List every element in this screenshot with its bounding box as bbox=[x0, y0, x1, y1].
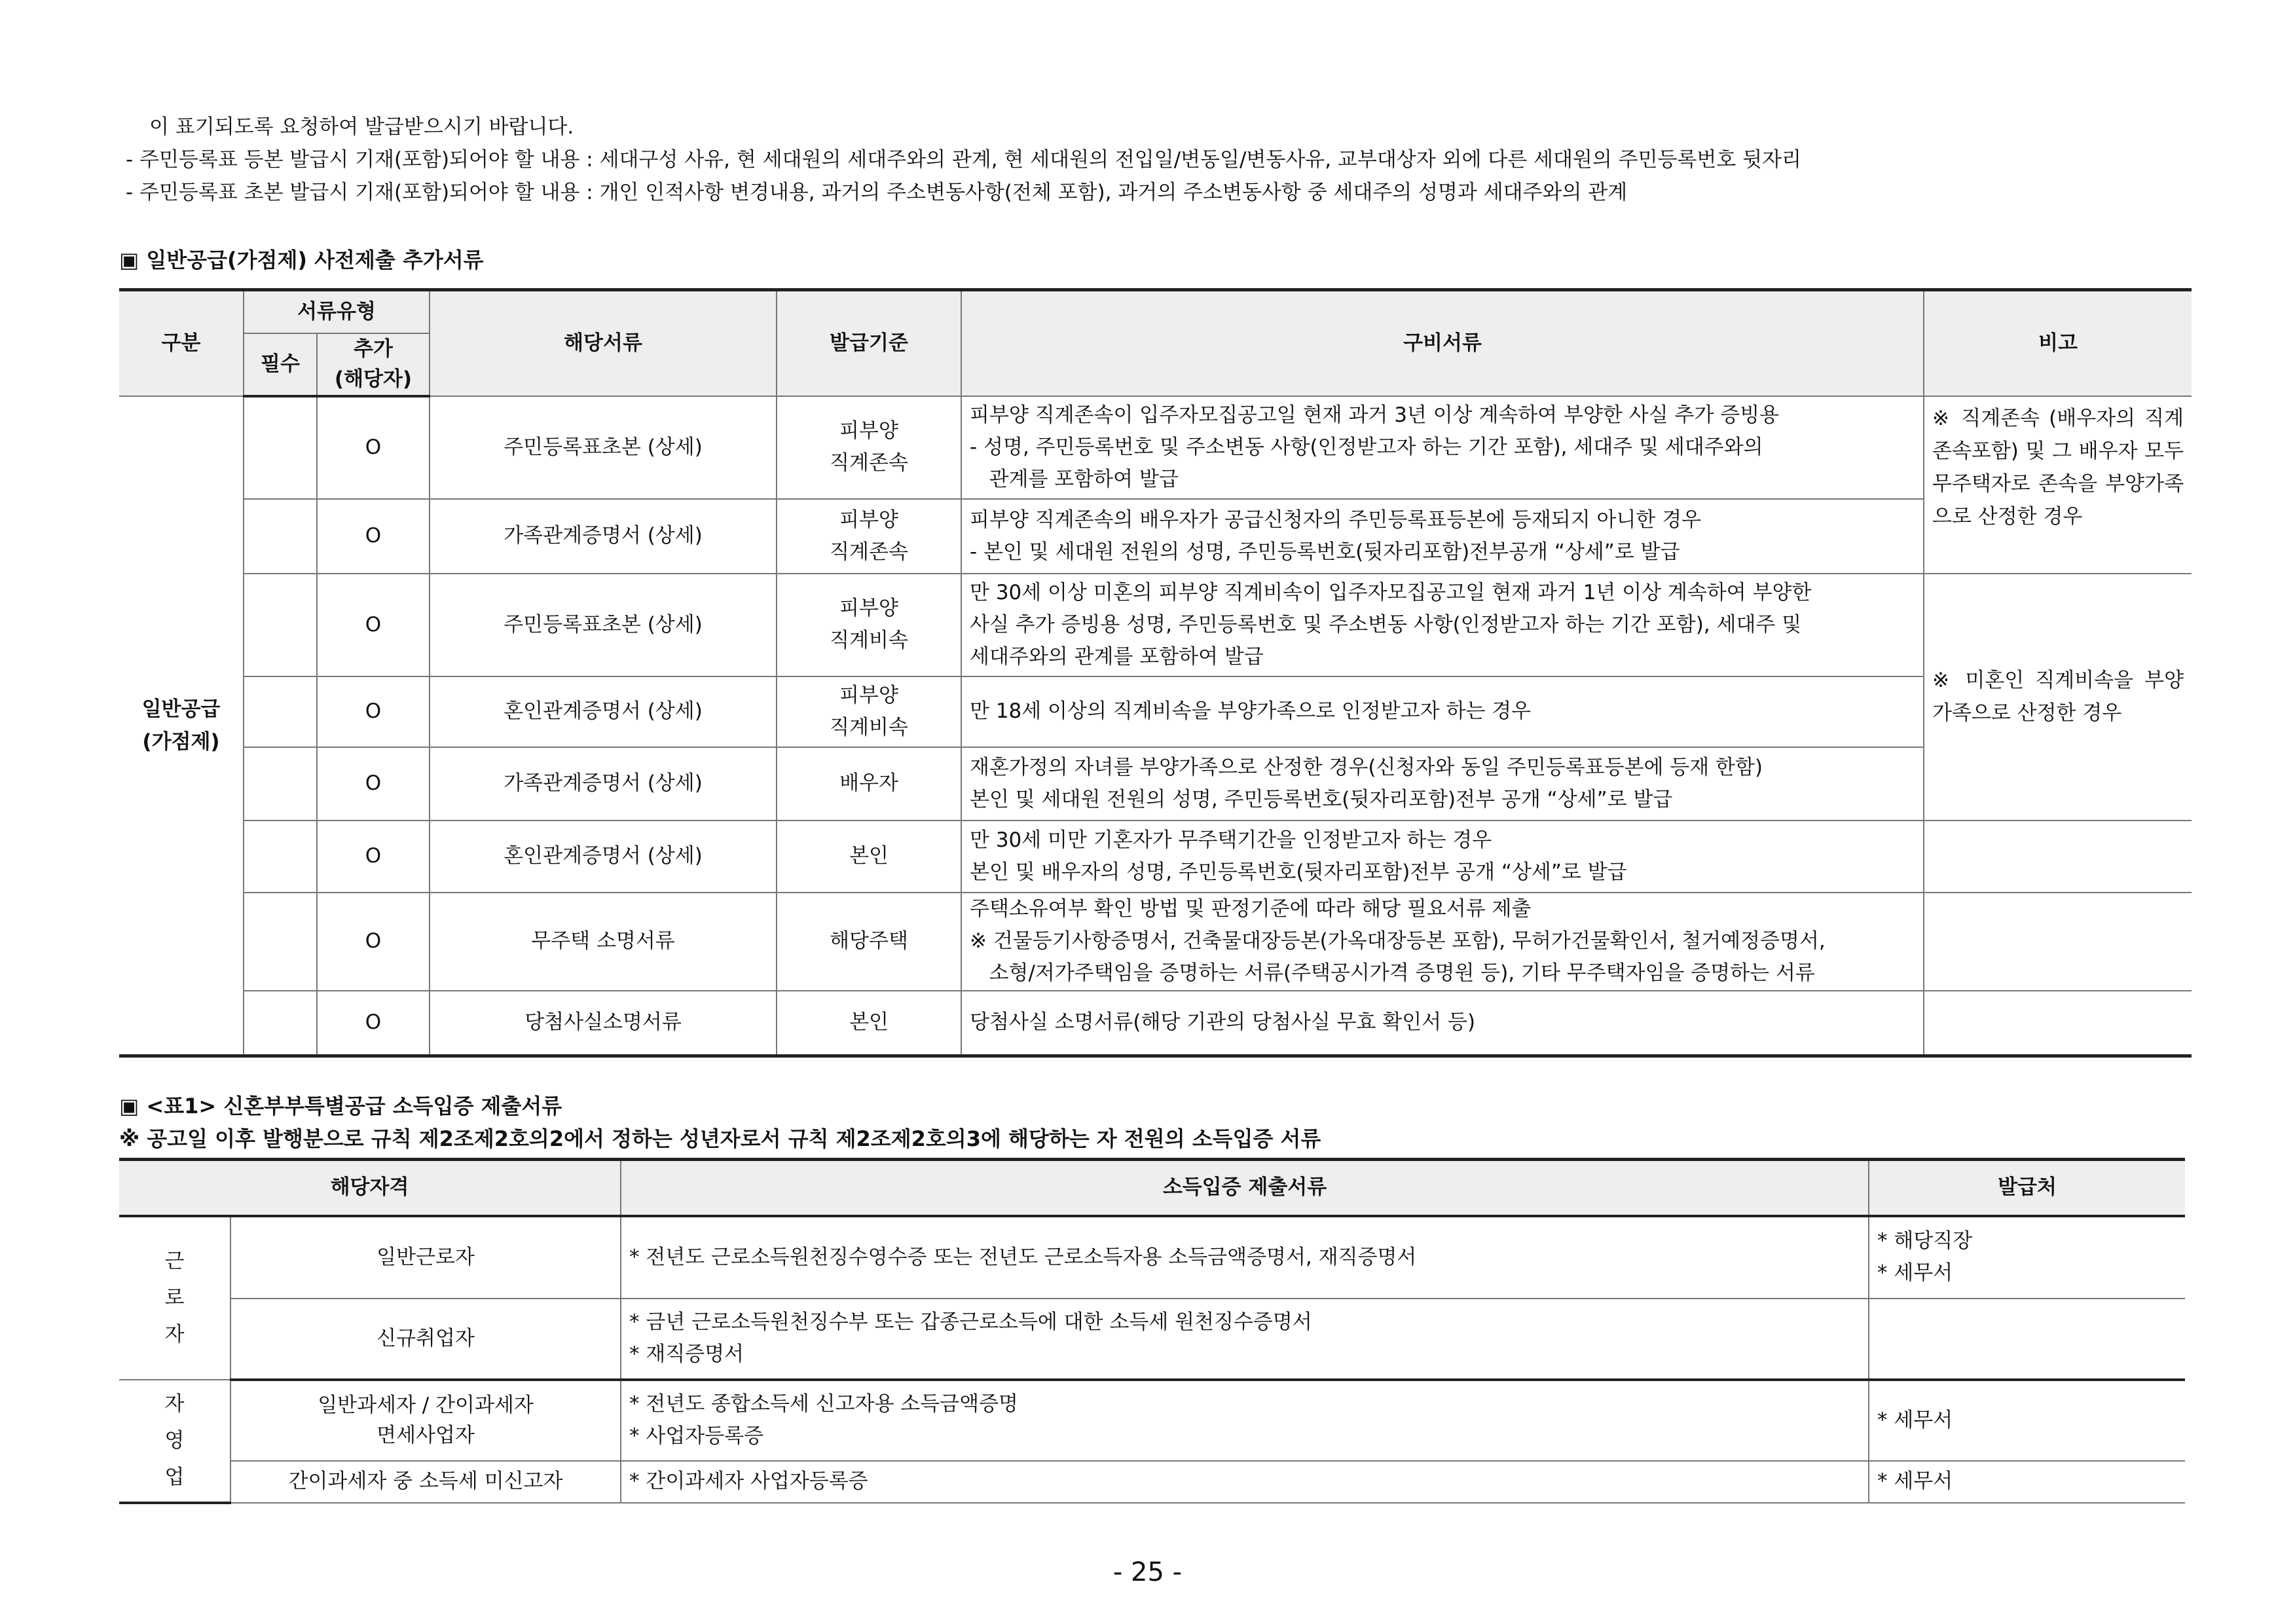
criteria-line: 피부양 bbox=[839, 419, 898, 443]
required-cell bbox=[244, 747, 317, 821]
issuer-cell: * 세무서 bbox=[1869, 1461, 2185, 1503]
header-criteria: 발급기준 bbox=[777, 290, 961, 396]
table-row bbox=[119, 1380, 2185, 1461]
criteria-line: 직계존속 bbox=[830, 540, 908, 564]
header-issuer: 발급처 bbox=[1869, 1160, 2185, 1216]
group-label-char: 근 bbox=[164, 1249, 185, 1273]
group-label-char: 업 bbox=[164, 1466, 185, 1489]
document-cell: 혼인관계증명서 (상세) bbox=[430, 676, 777, 747]
header-additional-line1: 추가 bbox=[354, 337, 393, 361]
supporting-cell bbox=[961, 991, 1924, 1056]
supporting-line: 만 30세 이상 미혼의 피부양 직계비속이 입주자모집공고일 현재 과거 1년 이상 계속하여 부양한 bbox=[970, 580, 1812, 604]
table-row bbox=[119, 1299, 2185, 1380]
criteria-line: 직계비속 bbox=[830, 629, 908, 652]
supporting-cell bbox=[961, 676, 1924, 747]
remark-empty-cell bbox=[1924, 991, 2192, 1056]
criteria-line: 직계존속 bbox=[830, 451, 908, 475]
criteria-line: 피부양 bbox=[839, 597, 898, 620]
document-cell: 무주택 소명서류 bbox=[430, 893, 777, 991]
table-row bbox=[119, 821, 2192, 893]
remark-empty-cell bbox=[1924, 821, 2192, 893]
issuer-cell bbox=[1869, 1216, 2185, 1299]
required-cell bbox=[244, 499, 317, 574]
supporting-cell bbox=[961, 893, 1924, 991]
additional-cell: O bbox=[317, 574, 430, 676]
subcategory-line: 면세사업자 bbox=[376, 1424, 475, 1447]
criteria-line: 본인 bbox=[849, 844, 889, 868]
issuer-cell: * 세무서 bbox=[1869, 1380, 2185, 1461]
group-label-char: 영 bbox=[164, 1429, 185, 1452]
intro-line-1: 이 표기되도록 요청하여 발급받으시기 바랍니다. bbox=[149, 115, 574, 139]
criteria-line: 직계비속 bbox=[830, 715, 908, 739]
supporting-line: 관계를 포함하여 발급 bbox=[970, 467, 1179, 491]
required-cell bbox=[244, 893, 317, 991]
supporting-line: 본인 및 배우자의 성명, 주민등록번호(뒷자리포함)전부 공개 “상세”로 발급 bbox=[970, 860, 1627, 884]
additional-cell: O bbox=[317, 821, 430, 893]
group-label-char: 자 bbox=[164, 1323, 185, 1346]
document-line: * 재직증명서 bbox=[629, 1342, 744, 1366]
criteria-line: 해당주택 bbox=[830, 929, 908, 953]
group-label-char: 자 bbox=[164, 1392, 185, 1416]
document-line: * 사업자등록증 bbox=[629, 1424, 764, 1448]
document-cell: 주민등록표초본 (상세) bbox=[430, 396, 777, 499]
supporting-line: 주택소유여부 확인 방법 및 판정기준에 따라 해당 필요서류 제출 bbox=[970, 897, 1532, 921]
criteria-line: 배우자 bbox=[839, 771, 898, 795]
documents-cell bbox=[621, 1299, 1869, 1380]
documents-cell bbox=[621, 1380, 1869, 1461]
supporting-cell bbox=[961, 499, 1924, 574]
supporting-cell bbox=[961, 747, 1924, 821]
criteria-cell bbox=[777, 676, 961, 747]
supporting-line: - 본인 및 세대원 전원의 성명, 주민등록번호(뒷자리포함)전부공개 “상세”로 발급 bbox=[970, 540, 1680, 564]
criteria-line: 피부양 bbox=[839, 683, 898, 707]
header-remarks: 비고 bbox=[1924, 290, 2192, 396]
additional-documents-table bbox=[119, 288, 2192, 1058]
supporting-line: 소형/저가주택임을 증명하는 서류(주택공시가격 증명원 등), 기타 무주택자임을 증명하는 서류 bbox=[970, 961, 1815, 985]
supporting-line: 당첨사실 소명서류(해당 기관의 당첨사실 무효 확인서 등) bbox=[970, 1010, 1476, 1035]
supporting-line: 본인 및 세대원 전원의 성명, 주민등록번호(뒷자리포함)전부 공개 “상세”로 발급 bbox=[970, 787, 1673, 811]
table-row bbox=[119, 676, 2192, 747]
table-row bbox=[119, 893, 2192, 991]
header-additional-line2: (해당자) bbox=[334, 367, 413, 391]
supporting-line: - 성명, 주민등록번호 및 주소변동 사항(인정받고자 하는 기간 포함), 세대주 및 세대주와의 bbox=[970, 435, 1763, 459]
document-line: * 전년도 종합소득세 신고자용 소득금액증명 bbox=[629, 1392, 1018, 1416]
criteria-cell bbox=[777, 747, 961, 821]
document-cell: 혼인관계증명서 (상세) bbox=[430, 821, 777, 893]
supporting-line: 세대주와의 관계를 포함하여 발급 bbox=[970, 644, 1264, 669]
document-line: * 금년 근로소득원천징수부 또는 갑종근로소득에 대한 소득세 원천징수증명서 bbox=[629, 1310, 1312, 1334]
subcategory-line: 일반과세자 / 간이과세자 bbox=[318, 1393, 534, 1417]
subcategory-cell: 일반근로자 bbox=[230, 1216, 621, 1299]
table-row bbox=[119, 1461, 2185, 1503]
table-row bbox=[119, 396, 2192, 499]
header-document: 해당서류 bbox=[430, 290, 777, 396]
issuer-line: * 세무서 bbox=[1877, 1261, 1953, 1285]
section2-note: ※ 공고일 이후 발행분으로 규칙 제2조제2호의2에서 정하는 성년자로서 규칙 제2조제2호의3에 해당하는 자 전원의 소득입증 서류 bbox=[119, 1126, 1321, 1151]
header-qualification: 해당자격 bbox=[119, 1160, 621, 1216]
table-row bbox=[119, 991, 2192, 1056]
subcategory-cell: 신규취업자 bbox=[230, 1299, 621, 1380]
supporting-cell bbox=[961, 396, 1924, 499]
section1-title: ▣ 일반공급(가점제) 사전제출 추가서류 bbox=[119, 248, 484, 272]
remark-cell-2: ※ 미혼인 직계비속을 부양가족으로 산정한 경우 bbox=[1924, 574, 2192, 821]
section2-title: ▣ <표1> 신혼부부특별공급 소득입증 제출서류 bbox=[119, 1094, 562, 1118]
supporting-line: 만 30세 미만 기혼자가 무주택기간을 인정받고자 하는 경우 bbox=[970, 828, 1492, 852]
header-documents: 소득입증 제출서류 bbox=[621, 1160, 1869, 1216]
criteria-cell bbox=[777, 991, 961, 1056]
criteria-cell bbox=[777, 893, 961, 991]
table-row bbox=[119, 1216, 2185, 1299]
criteria-cell bbox=[777, 396, 961, 499]
additional-cell: O bbox=[317, 396, 430, 499]
additional-cell: O bbox=[317, 893, 430, 991]
intro-line-2: - 주민등록표 등본 발급시 기재(포함)되어야 할 내용 : 세대구성 사유, 현 세대원의 세대주와의 관계, 현 세대원의 전입일/변동일/변동사유, 교부대상자 외에 다른 세대원의 주민등록번호 뒷자리 bbox=[126, 148, 1802, 172]
criteria-cell bbox=[777, 821, 961, 893]
documents-cell: * 간이과세자 사업자등록증 bbox=[621, 1461, 1869, 1503]
additional-cell: O bbox=[317, 747, 430, 821]
additional-cell: O bbox=[317, 991, 430, 1056]
supporting-line: ※ 건물등기사항증명서, 건축물대장등본(가옥대장등본 포함), 무허가건물확인서, 철거예정증명서, bbox=[970, 929, 1826, 953]
header-supporting: 구비서류 bbox=[961, 290, 1924, 396]
table-row bbox=[119, 747, 2192, 821]
document-cell: 당첨사실소명서류 bbox=[430, 991, 777, 1056]
issuer-line: * 해당직장 bbox=[1877, 1229, 1973, 1253]
supporting-cell bbox=[961, 574, 1924, 676]
document-cell: 가족관계증명서 (상세) bbox=[430, 499, 777, 574]
category-line1: 일반공급 bbox=[141, 697, 221, 721]
additional-cell: O bbox=[317, 676, 430, 747]
criteria-cell bbox=[777, 574, 961, 676]
header-doc-type: 서류유형 bbox=[244, 290, 430, 333]
supporting-line: 만 18세 이상의 직계비속을 부양가족으로 인정받고자 하는 경우 bbox=[970, 699, 1532, 723]
issuer-cell bbox=[1869, 1299, 2185, 1380]
document-cell: 주민등록표초본 (상세) bbox=[430, 574, 777, 676]
group-label-char: 로 bbox=[164, 1286, 185, 1310]
document-cell: 가족관계증명서 (상세) bbox=[430, 747, 777, 821]
header-category: 구분 bbox=[119, 290, 244, 396]
supporting-line: 재혼가정의 자녀를 부양가족으로 산정한 경우(신청자와 동일 주민등록표등본에 등재 한함) bbox=[970, 755, 1763, 779]
required-cell bbox=[244, 821, 317, 893]
table-row bbox=[119, 499, 2192, 574]
supporting-line: 피부양 직계존속이 입주자모집공고일 현재 과거 3년 이상 계속하여 부양한 사실 추가 증빙용 bbox=[970, 403, 1780, 427]
documents-cell: * 전년도 근로소득원천징수영수증 또는 전년도 근로소득자용 소득금액증명서, 재직증명서 bbox=[621, 1216, 1869, 1299]
remark-empty-cell bbox=[1924, 893, 2192, 991]
criteria-cell bbox=[777, 499, 961, 574]
header-required: 필수 bbox=[244, 333, 317, 396]
criteria-line: 피부양 bbox=[839, 507, 898, 532]
supporting-line: 피부양 직계존속의 배우자가 공급신청자의 주민등록표등본에 등재되지 아니한 경우 bbox=[970, 507, 1702, 532]
group-label-worker bbox=[119, 1216, 230, 1380]
required-cell bbox=[244, 676, 317, 747]
category-line2: (가점제) bbox=[142, 729, 220, 754]
page-number: - 25 - bbox=[1112, 1557, 1183, 1587]
subcategory-cell: 간이과세자 중 소득세 미신고자 bbox=[230, 1461, 621, 1503]
additional-cell: O bbox=[317, 499, 430, 574]
subcategory-cell bbox=[230, 1380, 621, 1461]
table-row bbox=[119, 574, 2192, 676]
required-cell bbox=[244, 574, 317, 676]
supporting-cell bbox=[961, 821, 1924, 893]
remark-cell-1: ※ 직계존속 (배우자의 직계존속포함) 및 그 배우자 모두 무주택자로 존속을 부양가족으로 산정한 경우 bbox=[1924, 396, 2192, 574]
supporting-line: 사실 추가 증빙용 성명, 주민등록번호 및 주소변동 사항(인정받고자 하는 기간 포함), 세대주 및 bbox=[970, 612, 1802, 637]
group-label-self-employed bbox=[119, 1380, 230, 1503]
criteria-line: 본인 bbox=[849, 1010, 889, 1035]
required-cell bbox=[244, 991, 317, 1056]
header-additional bbox=[317, 333, 430, 396]
income-proof-table bbox=[119, 1158, 2185, 1504]
category-cell bbox=[119, 396, 244, 1056]
intro-line-3: - 주민등록표 초본 발급시 기재(포함)되어야 할 내용 : 개인 인적사항 변경내용, 과거의 주소변동사항(전체 포함), 과거의 주소변동사항 중 세대주의 성명과 세대주와의 관계 bbox=[126, 181, 1628, 204]
required-cell bbox=[244, 396, 317, 499]
